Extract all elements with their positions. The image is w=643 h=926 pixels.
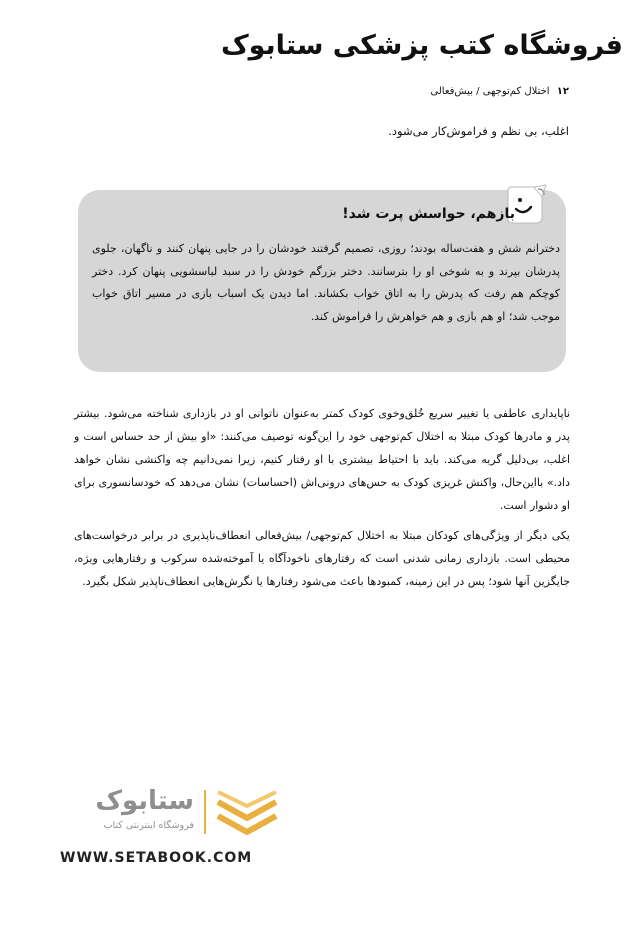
site-url[interactable]: WWW.SETABOOK.COM	[60, 850, 253, 866]
setabook-logo-icon	[212, 788, 282, 840]
paragraph-2: یکی دیگر از ویژگی‌های کودکان مبتلا به اختلال کم‌توجهی/ بیش‌فعالی انعطاف‌ناپذیری در برابر درخواست‌های محیطی است. بازداری زمانی شدنی است که رفتارهای ناخودآگاه یا آموخته‌شده سرکوب و رفتارهایی ویژه، جایگزین آنها شود؛ پس در این زمینه، کمبودها باعث می‌شود رفتارها یا نگرش‌هایی انعطاف‌ناپذیر شکل بگیرد.	[74, 529, 570, 588]
chapter-number: ۱۲	[556, 86, 569, 97]
intro-line: اغلب، بی نظم و فراموش‌کار می‌شود.	[388, 124, 569, 138]
chapter-title: اختلال کم‌توجهی / بیش‌فعالی	[430, 86, 550, 97]
logo-wordmark: ستابوک	[95, 786, 194, 816]
logo-tagline: فروشگاه اینترنتی کتاب	[103, 820, 194, 831]
store-title: فروشگاه کتب پزشکی ستابوک	[220, 30, 623, 61]
box-title: بازهم، حواسش پرت شد!	[342, 206, 515, 222]
paragraph-1: ناپایداری عاطفی یا تغییر سریع خُلق‌وخوی کودک کمتر به‌عنوان ناتوانی او در بازداری شناخته می‌شود. بیشتر پدر و مادرها کودک مبتلا به اختلال کم‌توجهی خود را این‌گونه توصیف می‌کنند: «او بیش از حد حساس است و اغلب، بی‌دلیل گریه می‌کند. باید با احتیاط بیشتری با او رفتار کنیم، زیرا نمی‌دانیم چه واکنشی نشان خواهد داد.» بااین‌حال، واکنش غریزی کودک به حس‌های درونی‌اش (احساسات) نشان می‌دهد که خودسانسوری برای او دشوار است.	[74, 407, 570, 512]
box-text: دخترانم شش و هفت‌ساله بودند؛ روزی، تصمیم گرفتند خودشان را در جایی پنهان کنند و ناگهان، جلوی پدرشان بپرند و به شوخی او را بترسانند. دختر بزرگم خودش را در سبد لباسشویی پنهان کرد. دختر کوچکم هم رفت که پدرش را به اتاق خواب بکشاند. اما دیدن یک اسباب بازی در مسیر اتاق خواب موجب شد؛ او هم بازی و هم خواهرش را فراموش کند.	[92, 242, 560, 323]
setabook-logo	[52, 786, 282, 842]
logo-divider	[204, 790, 206, 834]
running-header	[430, 86, 569, 97]
